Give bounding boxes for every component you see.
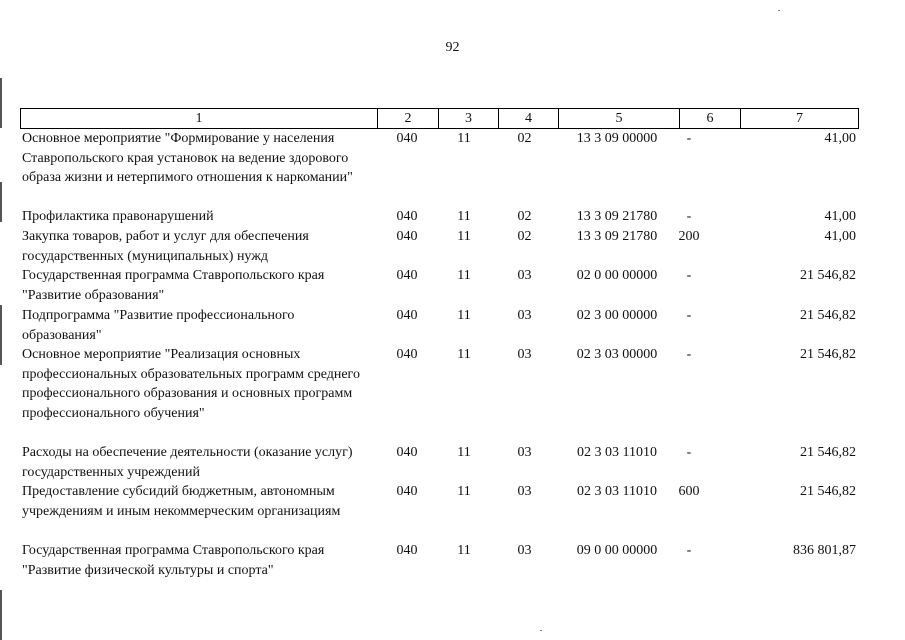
row-col-2: 040: [396, 131, 418, 146]
row-col-4: 02: [517, 229, 532, 244]
row-col-6: 600: [678, 484, 700, 499]
row-col-2: 040: [396, 229, 418, 244]
scan-edge-mark: [0, 78, 2, 128]
header-col-4: 4: [498, 109, 558, 128]
header-col-3: 3: [438, 109, 498, 128]
row-col-5: 13 3 09 21780: [576, 209, 658, 224]
row-col-3: 11: [457, 308, 471, 323]
header-col-6: 6: [679, 109, 740, 128]
row-col-6: 200: [678, 229, 700, 244]
row-col-2: 040: [396, 268, 418, 283]
row-col-7: 21 546,82: [800, 445, 856, 460]
row-col-5: 02 3 03 11010: [577, 484, 657, 499]
row-description: Государственная программа Ставропольского края "Развитие физической культуры и спорта": [22, 543, 325, 578]
row-col-6: -: [686, 209, 692, 224]
row-col-3: 11: [457, 445, 471, 460]
row-col-4: 03: [517, 445, 532, 460]
row-col-3: 11: [457, 543, 471, 558]
header-col-7: 7: [740, 109, 858, 128]
row-description: Основное мероприятие "Реализация основных профессиональных образовательных программ среднего профессионального образования и основных программ профессионального обучения": [22, 347, 360, 421]
table-header-row: [20, 108, 859, 129]
row-col-2: 040: [396, 347, 418, 362]
row-description: Государственная программа Ставропольского края "Развитие образования": [22, 268, 325, 303]
row-description: Предоставление субсидий бюджетным, автономным учреждениям и иным некоммерческим организациям: [22, 484, 341, 519]
scan-edge-mark: [0, 305, 2, 365]
row-col-5: 09 0 00 00000: [576, 543, 658, 558]
row-col-5: 13 3 09 00000: [576, 131, 658, 146]
header-col-5: 5: [558, 109, 679, 128]
row-col-2: 040: [396, 543, 418, 558]
row-col-7: 836 801,87: [793, 543, 856, 558]
row-col-3: 11: [457, 209, 471, 224]
row-col-5: 02 3 03 00000: [576, 347, 658, 362]
scan-speck: [540, 630, 542, 631]
row-col-2: 040: [396, 484, 418, 499]
row-description: Расходы на обеспечение деятельности (оказание услуг) государственных учреждений: [22, 445, 353, 480]
row-col-3: 11: [457, 229, 471, 244]
row-col-7: 21 546,82: [800, 308, 856, 323]
header-col-1: 1: [195, 111, 203, 126]
row-col-3: 11: [457, 131, 471, 146]
header-col-2: 2: [377, 109, 438, 128]
row-col-7: 21 546,82: [800, 347, 856, 362]
row-col-7: 41,00: [824, 229, 856, 244]
row-col-4: 03: [517, 543, 532, 558]
row-col-6: -: [686, 543, 692, 558]
row-col-6: -: [686, 445, 692, 460]
row-col-4: 03: [517, 268, 532, 283]
row-col-5: 02 3 03 11010: [577, 445, 657, 460]
row-col-5: 02 3 00 00000: [576, 308, 658, 323]
row-col-6: -: [686, 268, 692, 283]
scan-edge-mark: [0, 182, 2, 222]
row-description: Основное мероприятие "Формирование у населения Ставропольского края установок на ведение здорового образа жизни и нетерпимого отношения к наркомании": [22, 131, 353, 185]
row-col-3: 11: [457, 484, 471, 499]
row-col-3: 11: [457, 268, 471, 283]
row-description: Закупка товаров, работ и услуг для обеспечения государственных (муниципальных) нужд: [22, 229, 309, 264]
scan-edge-mark: [0, 590, 2, 640]
row-col-7: 41,00: [824, 209, 856, 224]
row-col-5: 02 0 00 00000: [576, 268, 658, 283]
row-description: Подпрограмма "Развитие профессионального образования": [22, 308, 295, 343]
row-col-4: 03: [517, 484, 532, 499]
row-col-2: 040: [396, 308, 418, 323]
row-col-7: 41,00: [824, 131, 856, 146]
row-col-6: -: [686, 308, 692, 323]
row-col-4: 03: [517, 347, 532, 362]
row-col-4: 02: [517, 209, 532, 224]
row-col-7: 21 546,82: [800, 484, 856, 499]
row-col-7: 21 546,82: [800, 268, 856, 283]
row-col-5: 13 3 09 21780: [576, 229, 658, 244]
row-col-4: 03: [517, 308, 532, 323]
row-description: Профилактика правонарушений: [22, 209, 214, 224]
scan-speck: [778, 10, 780, 11]
row-col-4: 02: [517, 131, 532, 146]
row-col-2: 040: [396, 445, 418, 460]
row-col-3: 11: [457, 347, 471, 362]
row-col-6: -: [686, 347, 692, 362]
row-col-2: 040: [396, 209, 418, 224]
page-number: 92: [445, 40, 460, 55]
row-col-6: -: [686, 131, 692, 146]
